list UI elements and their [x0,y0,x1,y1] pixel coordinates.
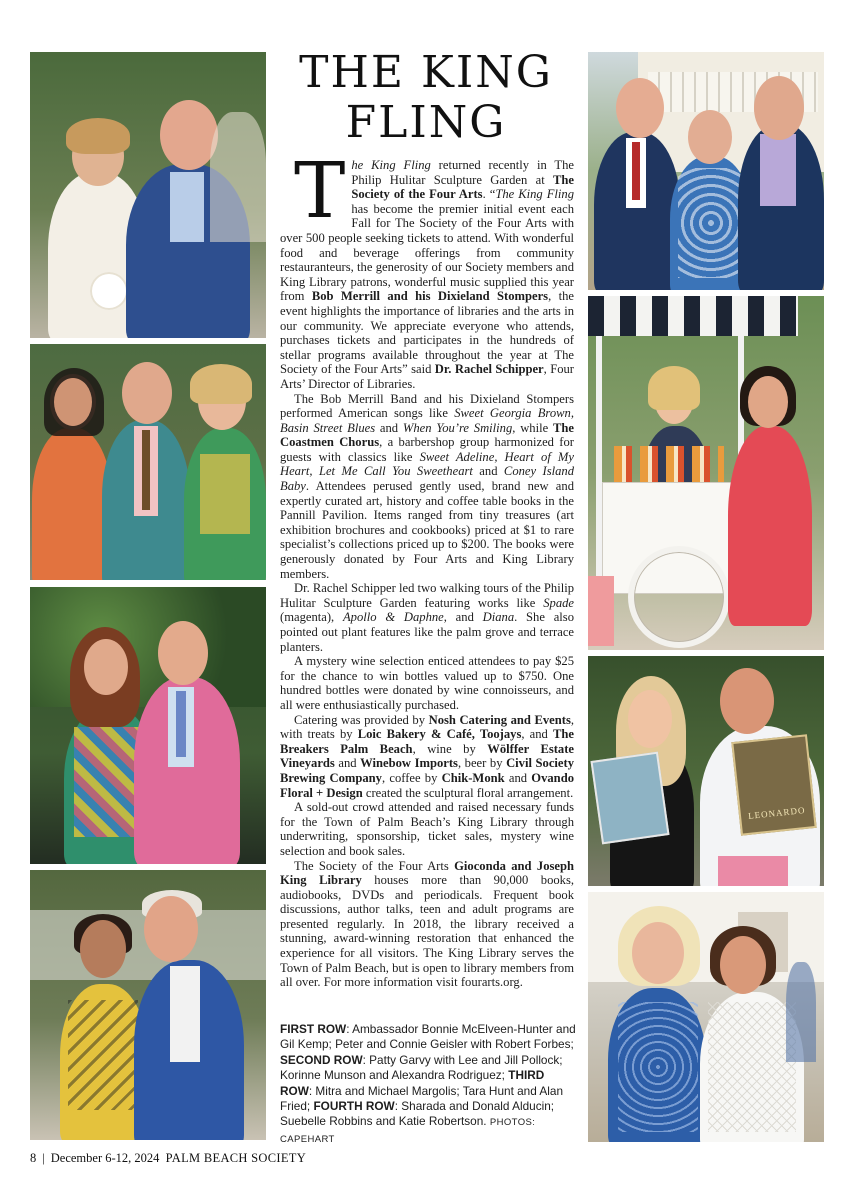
bold-run: The Society of the Four Arts [351,172,574,202]
text-run: and [472,464,504,479]
italic-run: Sweet Adeline, Heart of My Heart, Let Me Call You Sweetheart [280,449,574,479]
photo-mitra-michael-margolis [30,587,266,864]
photo-suebelle-robbins-katie-robertson [588,892,824,1142]
text-run: , beer by [457,756,507,771]
footer-separator: | [42,1151,45,1165]
text-run: , wine by [412,741,488,756]
headline-line-2: FLING [345,97,507,148]
text-run: , a barbershop group harmonized for guests with classics like [280,435,574,464]
photo-peter-connie-geisler-robert-forbes [588,52,824,290]
italic-run: Apollo & Daphne [342,610,444,625]
publication-name: PALM BEACH SOCIETY [165,1151,307,1165]
text-run: Catering was provided by [294,712,429,727]
article-paragraph-6 [280,800,574,858]
article-headline [278,48,574,148]
article-paragraph-2 [280,392,574,582]
article-paragraph-4 [280,654,574,712]
text-run: and [375,420,403,435]
italic-run: When You’re Smiling [402,420,513,435]
article-paragraph-7 [280,859,574,990]
article-paragraph-1 [280,147,574,392]
text-run: : Ambassador Bonnie McElveen-Hunter and Gil Kemp; Peter and Connie Geisler with Robert Forbes; [280,1022,576,1052]
article-paragraph-5 [280,713,574,801]
issue-date: December 6-12, 2024 [50,1151,160,1165]
text-run: . “ [482,187,496,202]
bold-run: Ovando Floral + Design [280,770,574,800]
text-run: , and [521,727,554,742]
book-cover-title: LEONARDO [747,805,806,821]
bold-run: THIRD ROW [280,1068,545,1098]
drop-cap: T [294,147,346,236]
bold-run: Dr. Rachel Schipper [434,362,544,377]
text-run: Dr. Rachel Schipper led two walking tours of the Philip Hulitar Sculpture Garden featuring works like [280,581,574,610]
text-run: , and [443,610,483,625]
bold-run: FIRST ROW [280,1022,347,1036]
article-paragraph-3 [280,581,574,654]
photo-credit: PHOTOS: CAPEHART [280,1117,536,1145]
article-body [280,147,575,990]
headline-line-1: THE KING [299,47,553,98]
text-run: A mystery wine selection enticed attendees to pay $25 for the chance to win bottles valued up to $750. One hundred bottles were donated by wine connoisseurs, and all were enthusiastically purchased. [280,654,574,712]
page-footer [30,1151,306,1166]
bold-run: Wölffer Estate Vineyards [280,741,575,771]
bold-run: Nosh Catering and Events [428,712,571,727]
text-run: The Society of the Four Arts [294,858,455,873]
bold-run: The Breakers Palm Beach [280,727,575,756]
text-run: returned recently in The Philip Hulitar Sculpture Garden at [351,158,574,187]
text-run: , Four Arts’ Director of Libraries. [280,362,574,391]
italic-run: Sweet Georgia Brown, Basin Street Blues [280,406,574,435]
text-run: has become the premier initial event each Fall for The Society of the Four Arts with over 500 people seeking tickets to attend. With wonderful food and beverage offerings from community restauranteurs, the generosity of our Society members and King Library patrons, wonderful music supplied this year from [280,201,574,304]
photo-bonnie-mcelveen-hunter-gil-kemp [30,52,266,338]
bold-run: Bob Merrill and his Dixieland Stompers [311,289,549,304]
bold-run: Loic Bakery & Café, Toojays [357,727,522,742]
page-number: 8 [30,1151,37,1165]
text-run: . Attendees perused gently used, brand new and expertly curated art, history and coffee table books in the Pannill Pavilion. Items ranged from tiny treasures (art exhibition brochures and cookbooks) priced at $1 to rare specialist’s collections priced up to $200. The books were generously donated by Four Arts and King Library members. [280,479,574,581]
photo-sharada-donald-alducin [30,870,266,1140]
text-run: A sold-out crowd attended and raised necessary funds for the Town of Palm Beach’s King Library through underwriting, sponsorship, ticket sales, mystery wine selection and book sales. [280,800,574,858]
text-run: created the sculptural floral arrangement. [362,785,574,800]
bold-run: FOURTH ROW [313,1099,395,1114]
bold-run: The Coastmen Chorus [280,420,574,450]
bold-run: Winebow Imports [360,756,458,771]
text-run: : Mitra and Michael Margolis; Tara Hunt and Alan Fried; [280,1083,564,1114]
bold-run: Civil Society Brewing Company [280,756,575,785]
text-run: . She also pointed out plant features like the palm grove and terrace planters. [280,610,574,654]
italic-run: Diana [482,610,515,625]
text-run: houses more than 90,000 books, audiobooks, DVDs and periodicals. Frequent book discussions, author talks, teen and adult programs are presented regularly. In 2018, the library received a stunning, award-winning restoration that enhanced the experience for all visitors. The King Library serves the Town of Palm Beach, but is open to library members from all over. For more information visit fourarts.org. [280,873,575,990]
photo-tara-hunt-alan-fried [588,656,824,886]
photo-korinne-munson-alexandra-rodriguez [588,296,824,650]
italic-run: The King Fling [495,187,574,202]
bold-run: Gioconda and Joseph King Library [280,858,575,888]
photo-patty-garvy-lee-jill-pollock [30,344,266,580]
bold-run: Chik-Monk [441,770,505,785]
text-run: and [504,770,532,785]
italic-run: Spade [543,595,574,610]
photo-captions [280,1022,576,1147]
text-run: , with treats by [280,712,575,742]
text-run: (magenta), [280,610,343,625]
bold-run: SECOND ROW [280,1052,363,1067]
text-run: , the event highlights the importance of libraries and the arts in our community. We appreciate everyone who attends, purchases tickets and participates in the hundreds of stellar programs available throughout the year at The Society of the Four Arts” said [280,289,574,377]
text-run: , coffee by [381,770,442,785]
text-run: , while [512,420,553,435]
text-run: : Sharada and Donald Alducin; Suebelle Robbins and Katie Robertson. [280,1099,555,1129]
text-run: The Bob Merrill Band and his Dixieland Stompers performed American songs like [280,391,574,421]
text-run: : Patty Garvy with Lee and Jill Pollock; Korinne Munson and Alexandra Rodriguez; [280,1052,563,1083]
italic-run: Coney Island Baby [280,464,574,494]
italic-run: he King Fling [351,158,431,172]
text-run: and [334,756,361,771]
